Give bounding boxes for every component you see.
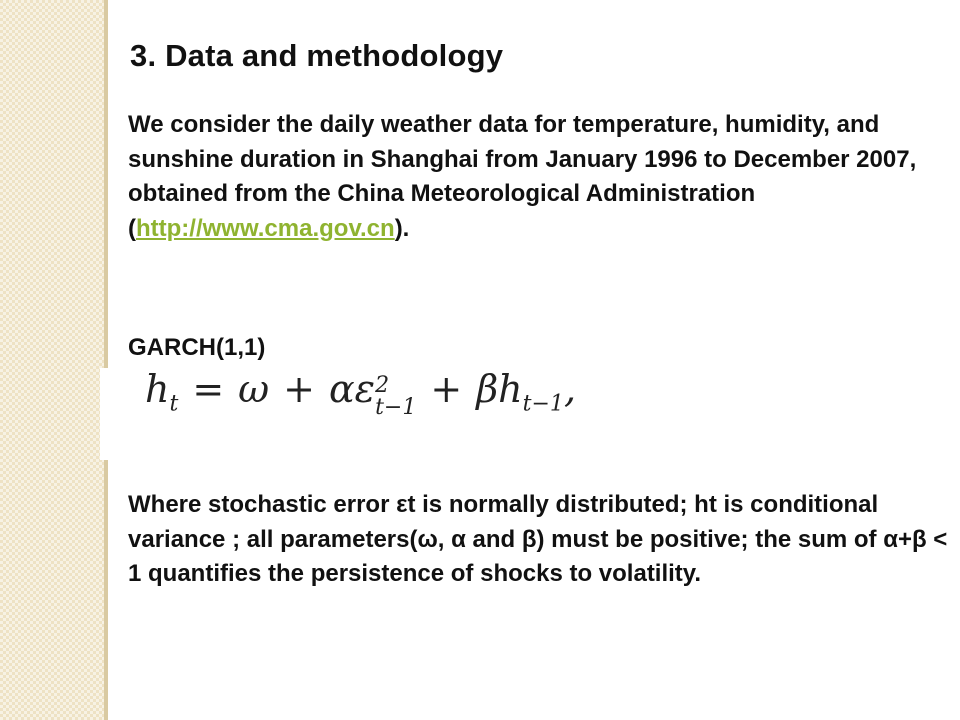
model-label: GARCH(1,1) (128, 334, 266, 361)
formula-eps-supsub (375, 375, 416, 419)
formula-beta-h: βh (476, 367, 523, 411)
cma-link[interactable]: http://www.cma.gov.cn (136, 214, 395, 242)
formula-omega: ω (238, 367, 270, 411)
paragraph-text: We consider the daily weather data for temperature, humidity, and sunshine duration in Shanghai from January 1996 to December 2007, obtained from the China Meteorological Administration ( (128, 111, 917, 242)
formula-comma: , (563, 367, 577, 411)
formula-plus-1: + (283, 367, 316, 411)
data-description-paragraph (128, 108, 928, 246)
formula-backing (100, 368, 110, 460)
formula-alpha-eps: αε (329, 367, 376, 411)
formula-lhs-sub: t (169, 391, 179, 417)
paragraph-end: ). (394, 214, 410, 242)
formula-h-sub: t−1 (522, 391, 564, 417)
formula-plus-2: + (430, 367, 463, 411)
model-description-paragraph: Where stochastic error εt is normally distributed; ht is conditional variance ; all parameters(ω, α and β) must be positive; the sum of α+β < 1 quantifies the persistence of shocks to volatility. (128, 491, 948, 587)
decorative-side-band (0, 0, 104, 720)
slide-title: 3. Data and methodology (130, 38, 504, 73)
formula-eps-sub: t−1 (375, 395, 417, 420)
formula-eps-sup: 2 (375, 373, 390, 398)
formula-lhs: h (145, 367, 170, 411)
formula-equals: = (192, 367, 225, 411)
side-band-edge (104, 0, 108, 720)
garch-formula (145, 367, 577, 420)
